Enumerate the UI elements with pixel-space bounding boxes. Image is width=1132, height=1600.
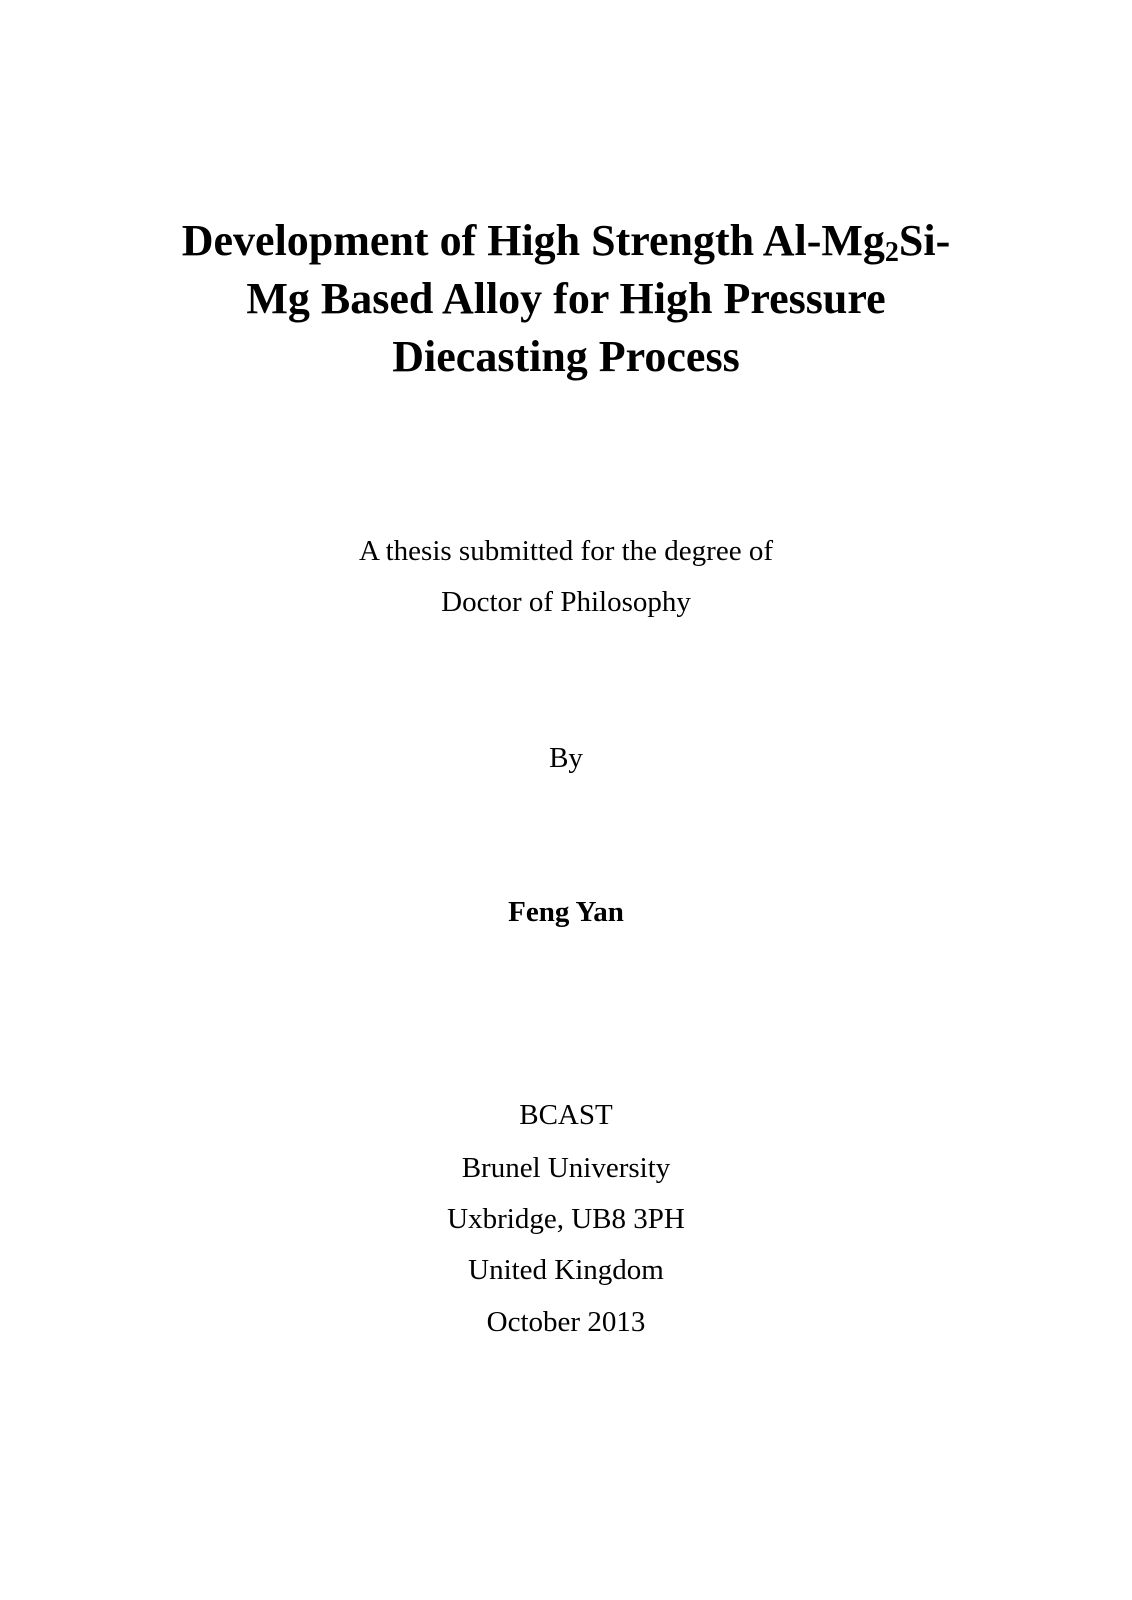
country: United Kingdom — [468, 1254, 664, 1286]
author-name: Feng Yan — [508, 896, 624, 928]
subscript-2: 2 — [884, 237, 899, 268]
university-name: Brunel University — [461, 1152, 671, 1184]
city-postcode: Uxbridge, UB8 3PH — [447, 1203, 685, 1235]
degree-statement: A thesis submitted for the degree of — [359, 535, 773, 567]
by-label: By — [549, 742, 583, 774]
submission-date: October 2013 — [486, 1306, 646, 1338]
thesis-title — [0, 212, 1132, 386]
institute-name: BCAST — [519, 1099, 613, 1131]
thesis-title-line-2: Mg Based Alloy for High Pressure — [246, 274, 886, 323]
thesis-title-line-3: Diecasting Process — [392, 332, 740, 381]
thesis-title-line-1: Development of High Strength $Al-Mg_2Si-$ — [181, 216, 951, 268]
degree-name: Doctor of Philosophy — [441, 586, 691, 618]
